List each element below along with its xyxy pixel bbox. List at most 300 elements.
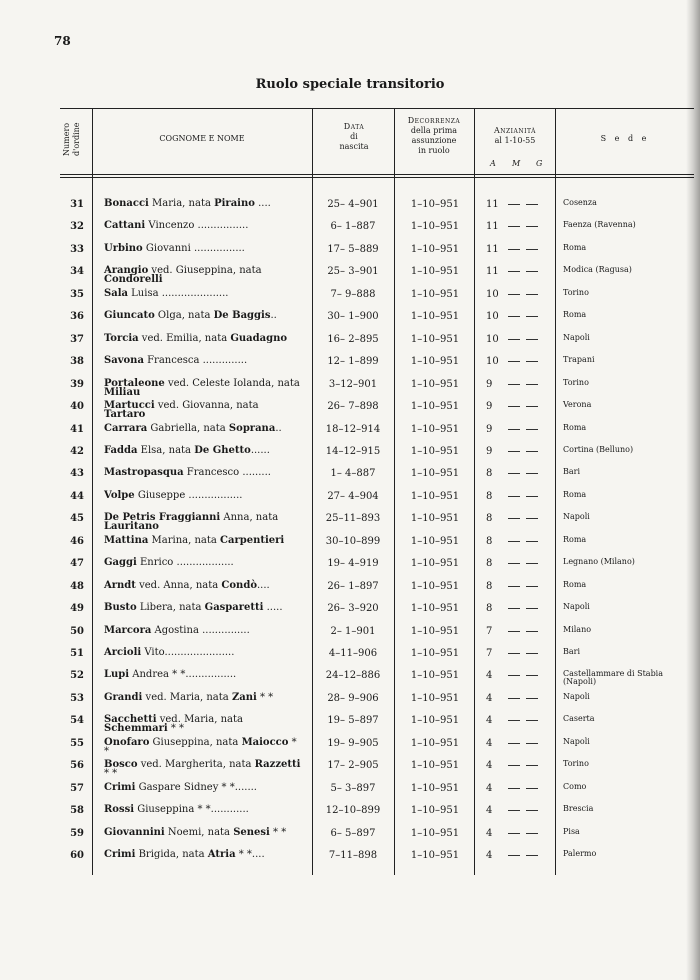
row-surname: Sala [104,287,128,299]
row-sede: Milano [563,624,592,634]
row-start-date: 1–10–951 [410,401,460,413]
row-number: 50 [70,625,84,637]
row-name [104,828,302,837]
row-seniority-years: 4 [486,805,493,817]
row-birth-date: 25– 4–901 [327,199,379,210]
row-birth-date: 5– 3–897 [330,782,376,794]
row-seniority-months [508,316,520,317]
row-start-date: 1–10–951 [410,580,460,592]
row-name-rest: Francesco ......... [183,467,271,479]
row-seniority [486,513,548,524]
row-number: 55 [70,737,84,749]
row-name-rest: Marina, nata [148,534,221,546]
row-seniority-months [508,765,520,766]
row-seniority [486,199,548,210]
row-sede: Napoli [563,736,590,746]
row-birth-date: 4–11–906 [328,648,378,659]
row-surname: Sacchetti [104,714,157,726]
row-sede: Brescia [563,804,594,814]
row-seniority-years: 8 [486,535,493,547]
row-seniority [486,491,548,502]
row-seniority-years: 4 [486,715,493,727]
row-surname: Portaleone [104,377,165,389]
row-maiden-name: Carpentieri [220,534,285,546]
row-seniority-years: 4 [486,737,493,749]
header-anzianita [476,126,554,146]
row-surname: Crimi [104,849,136,861]
table-row [0,221,700,243]
row-sede: Roma [563,534,587,544]
row-seniority-months [508,720,520,721]
header-g: G [536,159,543,168]
row-surname: Torcia [104,332,139,344]
row-seniority-years: 8 [486,490,493,502]
row-number: 41 [70,423,84,435]
row-seniority [486,738,548,749]
row-sede: Modica (Ragusa) [563,265,632,275]
row-birth-date: 19– 4–919 [327,558,379,570]
table-row [0,738,700,760]
row-name-rest: Libera, nata [136,602,205,614]
row-seniority-days [526,563,538,564]
row-name [104,670,302,679]
row-seniority-days [526,496,538,497]
row-seniority-months [508,675,520,676]
row-name-rest: Noemi, nata [164,826,234,838]
row-birth-date: 1– 4–887 [330,468,376,480]
row-seniority-years: 4 [486,850,493,862]
row-start-date: 1–10–951 [410,805,460,817]
row-name [104,626,302,635]
row-name-rest: ved. Maria, nata [156,714,243,726]
header-decorrenza-line: Decorrenza [407,116,461,125]
row-start-date: 1–10–951 [410,692,460,704]
row-seniority [486,670,548,681]
row-sede: Legnano (Milano) [563,557,635,567]
row-name [104,783,302,792]
row-sede: Castellammare di Stabia (Napoli) [563,669,664,687]
row-seniority-years: 11 [486,266,499,278]
row-seniority-years: 9 [486,423,493,435]
row-seniority-days [526,518,538,519]
table-row [0,424,700,446]
row-seniority-years: 8 [486,513,493,525]
row-name [104,266,302,284]
row-name [104,334,302,343]
row-birth-date: 17– 2–905 [327,760,379,772]
row-sede: Roma [563,422,587,432]
row-name [104,379,302,397]
row-seniority-days [526,653,538,654]
table-row [0,311,700,333]
row-name-rest: Elsa, nata [137,444,195,456]
row-surname: Busto [104,602,137,614]
row-name-rest: Agostina ............... [151,624,250,636]
row-seniority-days [526,833,538,834]
table-row [0,670,700,692]
header-decorrenza-line: della prima [410,126,458,135]
row-birth-date: 3–12–901 [328,378,378,390]
row-sede: Faenza (Ravenna) [563,220,636,230]
row-seniority-days [526,451,538,452]
row-name-rest: ved. Margherita, nata [137,759,255,771]
row-start-date: 1–10–951 [410,535,460,547]
row-surname: Urbino [104,242,143,254]
row-name-rest: Giuseppina, nata [149,736,242,748]
row-seniority-days [526,720,538,721]
row-number: 32 [70,221,84,233]
row-seniority-years: 10 [486,311,499,323]
row-number: 31 [70,199,84,210]
row-seniority-months [508,496,520,497]
row-surname: Bosco [104,759,138,771]
row-birth-date: 12– 1–899 [327,356,379,368]
row-name-rest: Maria, nata [148,198,215,209]
row-seniority-days [526,541,538,542]
row-seniority [486,446,548,457]
row-maiden-name: Condò [221,579,257,591]
row-maiden-name: Piraino [214,198,255,209]
row-seniority [486,581,548,592]
row-sede: Verona [563,400,592,410]
table-row [0,828,700,850]
row-seniority-months [508,541,520,542]
row-seniority-months [508,631,520,632]
row-seniority-years: 10 [486,356,499,368]
row-surname: Martucci [104,400,155,412]
row-seniority-months [508,810,520,811]
row-number: 44 [70,490,84,502]
row-name-tail: * *.... [235,849,265,861]
row-start-date: 1–10–951 [410,490,460,502]
row-name [104,491,302,500]
row-surname: Bonacci [104,198,149,209]
header-decorrenza-line: in ruolo [418,146,450,155]
row-name [104,244,302,253]
row-name [104,446,302,455]
row-seniority-years: 8 [486,468,493,480]
row-name [104,289,302,298]
row-sede: Bari [563,467,581,477]
row-name-rest: Gabriella, nata [147,422,229,434]
row-seniority [486,603,548,614]
table-row [0,356,700,378]
row-seniority [486,783,548,794]
header-decorrenza [396,116,472,156]
header-data-line: di [350,132,358,141]
row-name [104,850,302,859]
row-seniority-days [526,608,538,609]
row-seniority-days [526,473,538,474]
row-seniority-days [526,675,538,676]
row-seniority-months [508,473,520,474]
row-seniority-days [526,406,538,407]
row-birth-date: 7–11–898 [328,850,378,862]
row-seniority [486,379,548,390]
row-maiden-name: Atria [207,849,236,861]
row-seniority [486,221,548,232]
table-row [0,783,700,805]
row-birth-date: 26– 3–920 [327,603,379,615]
row-seniority-months [508,743,520,744]
row-birth-date: 7– 9–888 [330,288,376,300]
row-seniority [486,558,548,569]
table-row [0,513,700,535]
row-seniority-years: 11 [486,243,499,255]
header-anzianita-line: Anzianità [493,126,537,135]
table-header-rule-2 [60,177,694,178]
row-sede: Roma [563,242,587,252]
row-name-rest: Brigida, nata [135,849,208,861]
row-number: 36 [70,311,84,323]
row-name [104,468,302,477]
row-surname: Rossi [104,804,135,816]
row-name-rest: Giuseppina * *............ [134,804,249,816]
row-birth-date: 25–11–893 [325,513,381,525]
row-start-date: 1–10–951 [410,243,460,255]
row-name-rest: ved. Celeste Iolanda, nata [164,377,300,389]
row-name [104,558,302,567]
row-name-rest: Francesca .............. [143,355,248,367]
row-seniority-days [526,294,538,295]
row-number: 60 [70,850,84,862]
row-seniority-months [508,339,520,340]
row-birth-date: 24–12–886 [325,670,381,682]
row-seniority [486,289,548,300]
row-birth-date: 14–12–915 [325,445,381,457]
row-seniority-years: 9 [486,378,493,390]
table-row [0,244,700,266]
row-seniority-months [508,698,520,699]
row-maiden-name: Schemmari [104,723,168,735]
row-sede: Bari [563,647,581,656]
row-number: 38 [70,356,84,368]
page-title: Ruolo speciale transitorio [255,77,445,92]
row-seniority-years: 10 [486,333,499,345]
row-surname: Cattani [104,220,146,232]
row-start-date: 1–10–951 [410,266,460,278]
row-seniority-days [526,384,538,385]
row-sede: Roma [563,489,587,499]
row-maiden-name: Soprana [228,422,276,434]
row-seniority-months [508,586,520,587]
header-data-line: nascita [339,142,369,151]
row-seniority-years: 8 [486,580,493,592]
row-name-rest: ved. Giuseppina, nata [148,265,262,277]
row-birth-date: 12–10–899 [325,805,381,817]
row-number: 49 [70,603,84,615]
row-seniority-months [508,653,520,654]
row-seniority-months [508,451,520,452]
row-surname: Arangio [104,265,149,277]
row-seniority-days [526,765,538,766]
row-surname: De Petris Fraggianni [104,512,221,524]
row-birth-date: 6– 1–887 [330,221,376,233]
row-name [104,311,302,320]
table-row [0,693,700,715]
row-maiden-name: Gasparetti [204,602,264,614]
row-surname: Lupi [104,669,130,681]
row-sede: Palermo [563,849,597,859]
table-header-rule [60,174,694,175]
row-seniority-years: 4 [486,782,493,794]
row-start-date: 1–10–951 [410,827,460,839]
header-anzianita-line: al 1-10-55 [494,136,536,145]
row-seniority-years: 11 [486,199,499,210]
row-start-date: 1–10–951 [410,782,460,794]
row-number: 42 [70,445,84,457]
row-birth-date: 25– 3–901 [327,266,379,278]
row-name-rest: ved. Giovanna, nata [154,400,259,412]
row-seniority-months [508,384,520,385]
row-name-tail: * * [167,723,185,735]
table-row [0,468,700,490]
row-seniority-days [526,361,538,362]
row-maiden-name: De Baggis [213,310,271,322]
row-seniority-years: 4 [486,827,493,839]
row-seniority-years: 7 [486,648,493,659]
row-sede: Napoli [563,602,590,612]
row-seniority-days [526,788,538,789]
row-seniority [486,536,548,547]
table-row [0,626,700,648]
row-sede: Torino [563,287,589,297]
row-name-tail: * * [269,826,287,838]
row-birth-date: 19– 5–897 [327,715,379,727]
row-seniority-years: 10 [486,288,499,300]
row-number: 45 [70,513,84,525]
table-row [0,581,700,603]
row-start-date: 1–10–951 [410,199,460,210]
row-start-date: 1–10–951 [410,513,460,525]
table-row [0,648,700,670]
row-surname: Volpe [104,489,135,501]
row-birth-date: 2– 1–901 [330,625,376,637]
row-start-date: 1–10–951 [410,221,460,233]
row-seniority-days [526,586,538,587]
row-seniority [486,850,548,861]
row-name-rest: Andrea * *................ [129,669,237,681]
row-seniority-months [508,429,520,430]
row-sede: Napoli [563,691,590,701]
row-name [104,805,302,814]
row-name [104,401,302,419]
row-seniority-days [526,698,538,699]
row-number: 48 [70,580,84,592]
row-seniority [486,266,548,277]
row-number: 39 [70,378,84,390]
row-sede: Roma [563,579,587,589]
row-surname: Giovannini [104,826,165,838]
row-name [104,715,302,733]
row-name [104,603,302,612]
table-row [0,289,700,311]
row-seniority-years: 8 [486,603,493,615]
row-birth-date: 27– 4–904 [327,490,379,502]
row-seniority-months [508,518,520,519]
row-maiden-name: Miliau [104,386,141,398]
row-birth-date: 19– 9–905 [327,737,379,749]
row-number: 43 [70,468,84,480]
row-number: 33 [70,243,84,255]
row-seniority-months [508,249,520,250]
row-seniority-months [508,271,520,272]
row-start-date: 1–10–951 [410,333,460,345]
row-sede: Cortina (Belluno) [563,444,634,454]
row-name-tail: .... [256,579,270,591]
row-number: 47 [70,558,84,570]
row-sede: Como [563,781,587,791]
row-maiden-name: Guadagno [230,332,288,344]
row-seniority-years: 11 [486,221,499,233]
row-seniority-days [526,316,538,317]
table-row [0,334,700,356]
row-seniority-days [526,429,538,430]
row-name-rest: Vincenzo ................ [145,220,249,232]
table-row [0,379,700,401]
row-surname: Onofaro [104,736,150,748]
row-start-date: 1–10–951 [410,311,460,323]
row-seniority-days [526,855,538,856]
row-maiden-name: Lauritano [104,521,159,533]
row-number: 37 [70,333,84,345]
row-number: 34 [70,266,84,278]
table-row [0,850,700,872]
row-maiden-name: Maiocco [241,736,289,748]
row-name [104,760,302,778]
row-surname: Gaggi [104,557,137,569]
row-birth-date: 26– 7–898 [327,401,379,413]
row-seniority-months [508,204,520,205]
row-name [104,536,302,545]
row-seniority-months [508,226,520,227]
row-number: 46 [70,535,84,547]
row-maiden-name: Tartaro [104,409,146,421]
row-start-date: 1–10–951 [410,625,460,637]
table-row [0,266,700,288]
row-seniority-days [526,339,538,340]
row-number: 59 [70,827,84,839]
row-name [104,648,302,657]
table-row [0,760,700,782]
row-surname: Carrara [104,422,148,434]
table-row [0,491,700,513]
row-birth-date: 6– 5–897 [330,827,376,839]
row-sede: Torino [563,377,589,387]
row-birth-date: 30– 1–900 [327,311,379,323]
row-seniority-months [508,361,520,362]
row-start-date: 1–10–951 [410,603,460,615]
row-birth-date: 26– 1–897 [327,580,379,592]
row-surname: Arndt [104,579,136,591]
row-name-tail: * * [104,736,297,757]
row-name [104,221,302,230]
row-seniority-days [526,810,538,811]
row-number: 56 [70,760,84,772]
row-sede: Torino [563,759,589,769]
row-seniority [486,311,548,322]
header-data [316,122,392,152]
row-name [104,356,302,365]
row-number: 52 [70,670,84,682]
row-seniority-years: 4 [486,670,493,682]
row-maiden-name: Condorelli [104,274,163,286]
row-maiden-name: Senesi [233,826,270,838]
row-start-date: 1–10–951 [410,850,460,862]
row-seniority-months [508,608,520,609]
header-decorrenza-line: assunzione [411,136,457,145]
row-sede: Napoli [563,512,590,522]
